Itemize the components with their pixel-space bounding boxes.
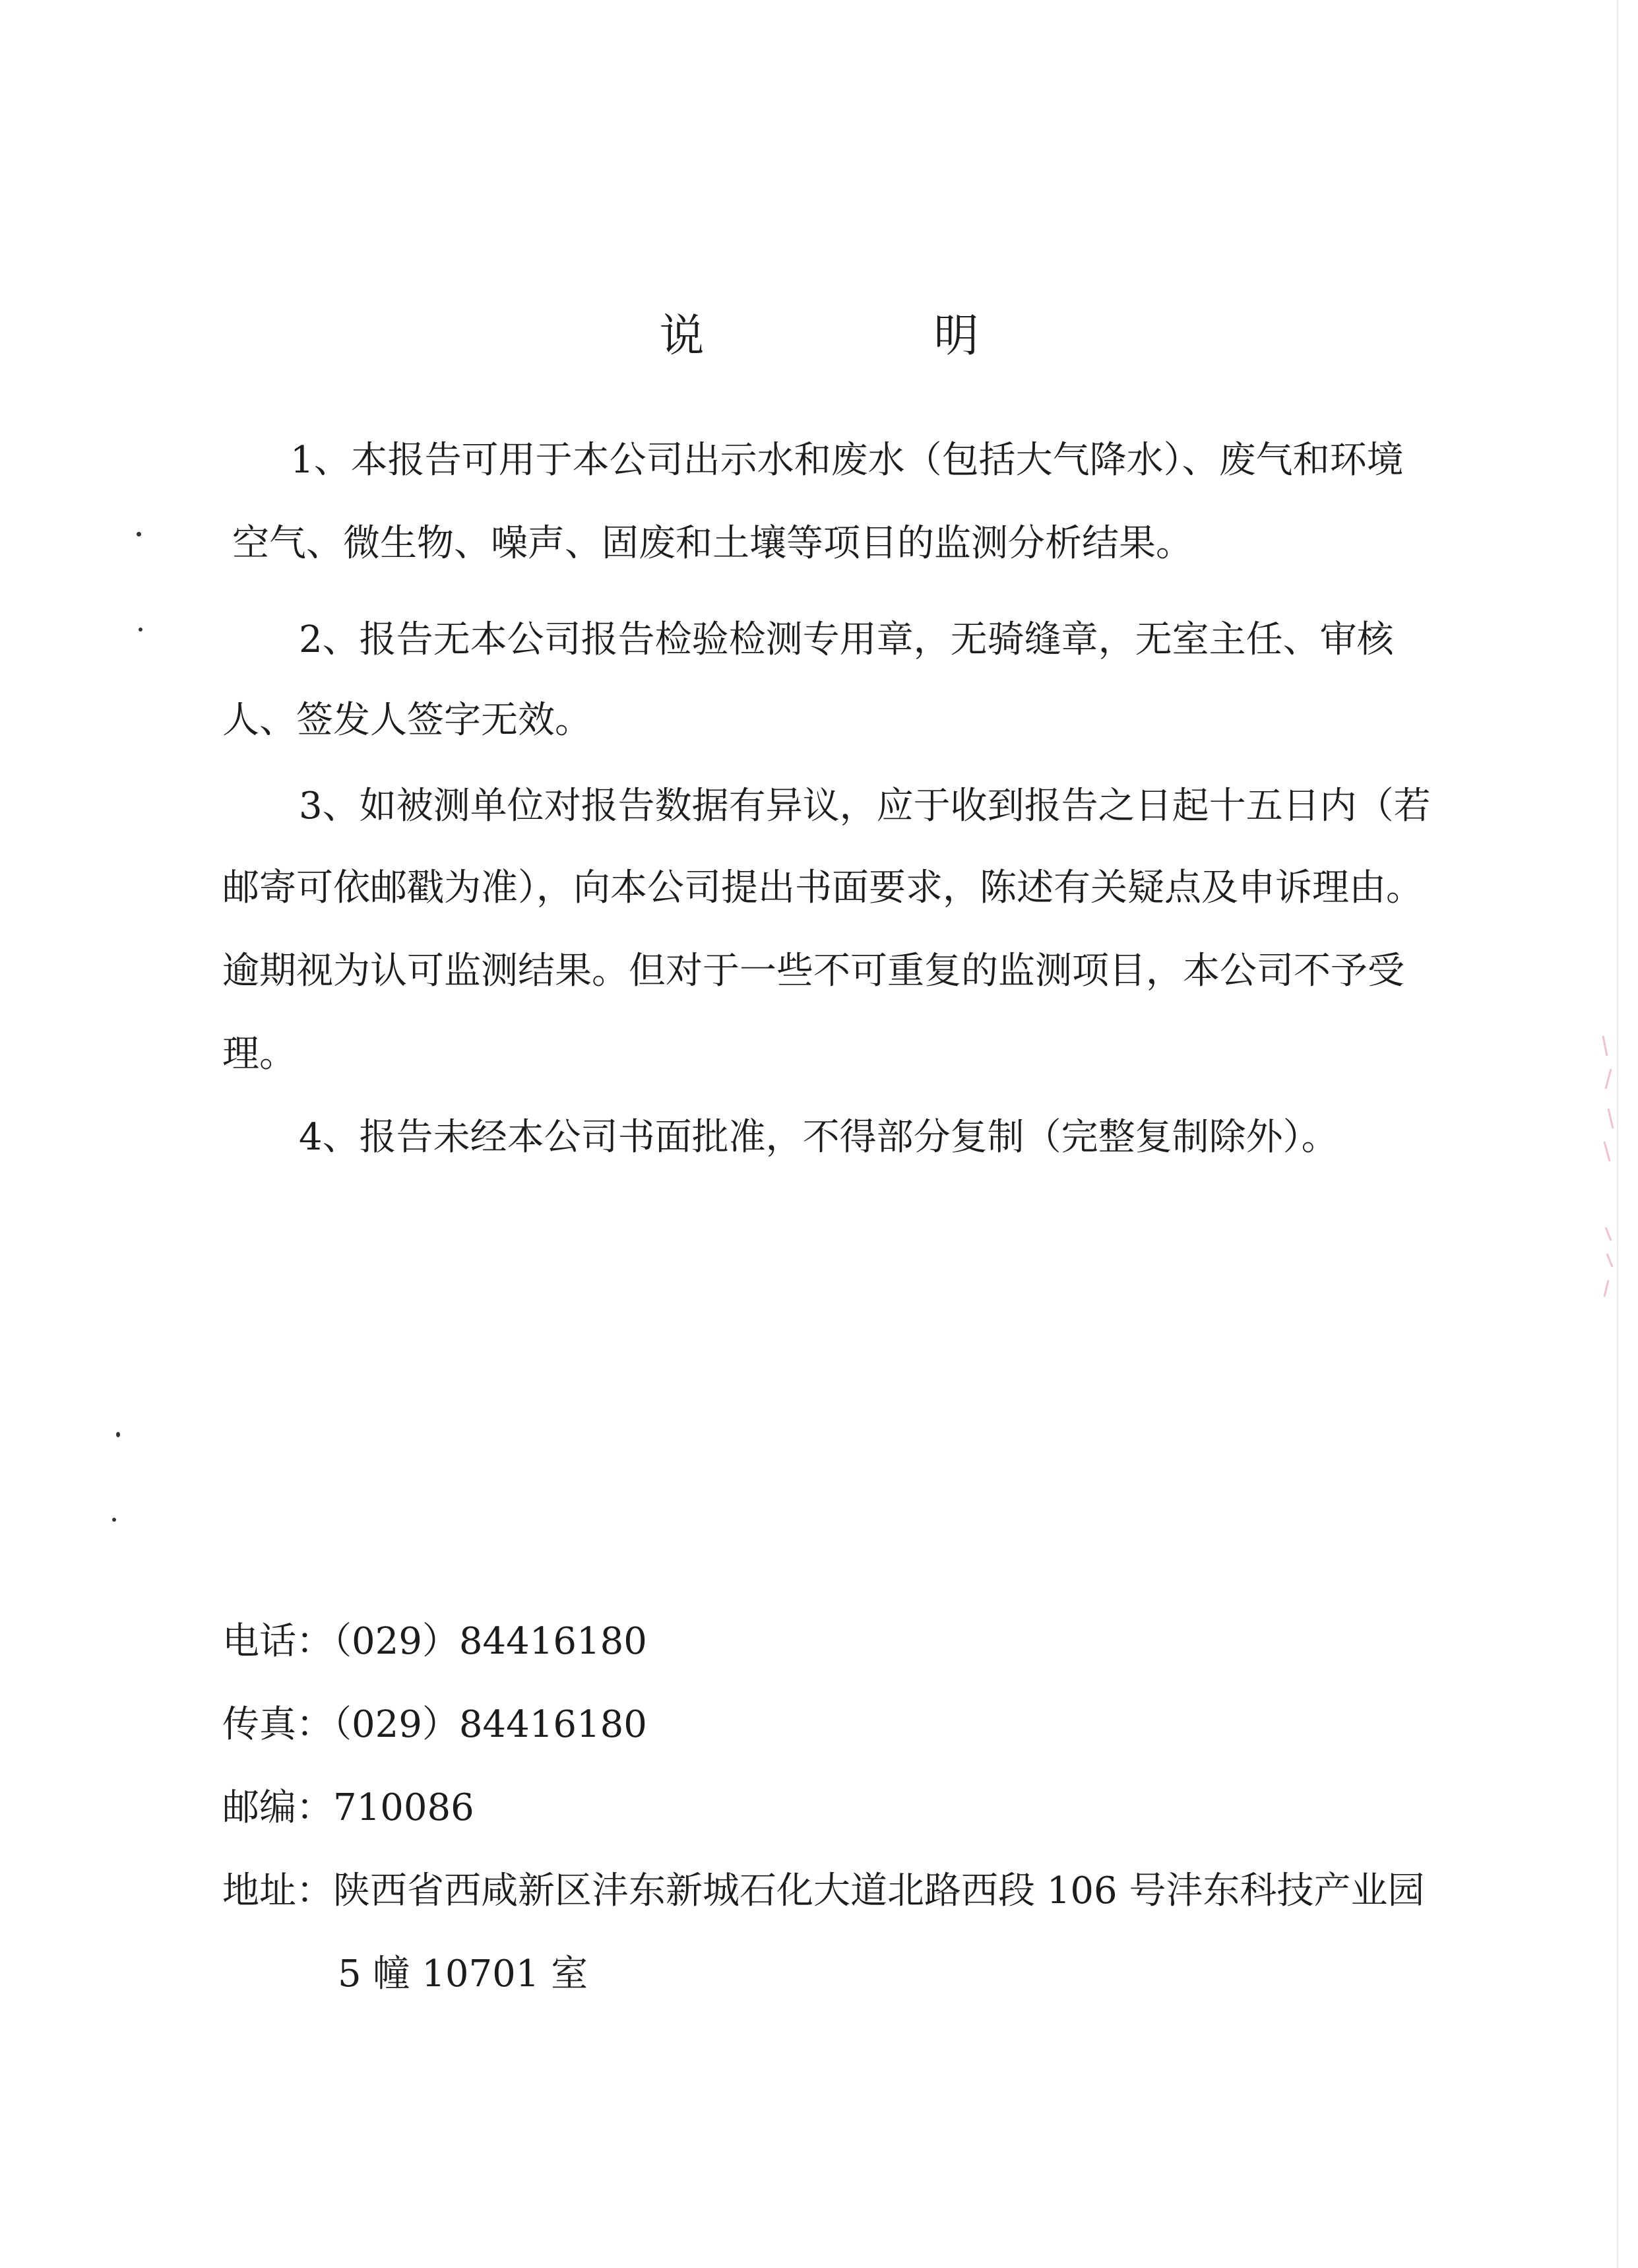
item-2-line-1: 2、报告无本公司报告检验检测专用章，无骑缝章，无室主任、审核 bbox=[299, 618, 1394, 661]
scan-speck bbox=[112, 1518, 116, 1522]
item-3-line-4: 理。 bbox=[222, 1033, 296, 1076]
item-3-line-2: 邮寄可依邮戳为准），向本公司提出书面要求，陈述有关疑点及申诉理由。 bbox=[222, 866, 1423, 909]
scan-speck bbox=[116, 1432, 120, 1437]
item-2-line-2: 人、签发人签字无效。 bbox=[222, 699, 592, 742]
item-4-line-1: 4、报告未经本公司书面批准，不得部分复制（完整复制除外）。 bbox=[299, 1116, 1339, 1159]
contact-address-line-1: 地址：陕西省西咸新区沣东新城石化大道北路西段 106 号沣东科技产业园 bbox=[222, 1869, 1425, 1912]
contact-phone: 电话：（029）84416180 bbox=[222, 1620, 647, 1663]
contact-postcode: 邮编：710086 bbox=[222, 1786, 474, 1829]
scan-speck bbox=[137, 532, 141, 536]
item-3-line-3: 逾期视为认可监测结果。但对于一些不可重复的监测项目，本公司不予受 bbox=[222, 950, 1404, 992]
item-3-line-1: 3、如被测单位对报告数据有异议，应于收到报告之日起十五日内（若 bbox=[299, 785, 1431, 827]
seam-stamp-trace bbox=[1596, 1029, 1623, 1307]
item-1-line-2: 空气、微生物、噪声、固废和土壤等项目的监测分析结果。 bbox=[232, 522, 1193, 565]
page-title: 说 明 bbox=[659, 310, 1071, 362]
scan-speck bbox=[139, 628, 142, 632]
contact-fax: 传真：（029）84416180 bbox=[222, 1703, 647, 1746]
contact-address-line-2: 5 幢 10701 室 bbox=[338, 1953, 588, 1995]
item-1-line-1: 1、本报告可用于本公司出示水和废水（包括大气降水）、废气和环境 bbox=[290, 439, 1404, 482]
